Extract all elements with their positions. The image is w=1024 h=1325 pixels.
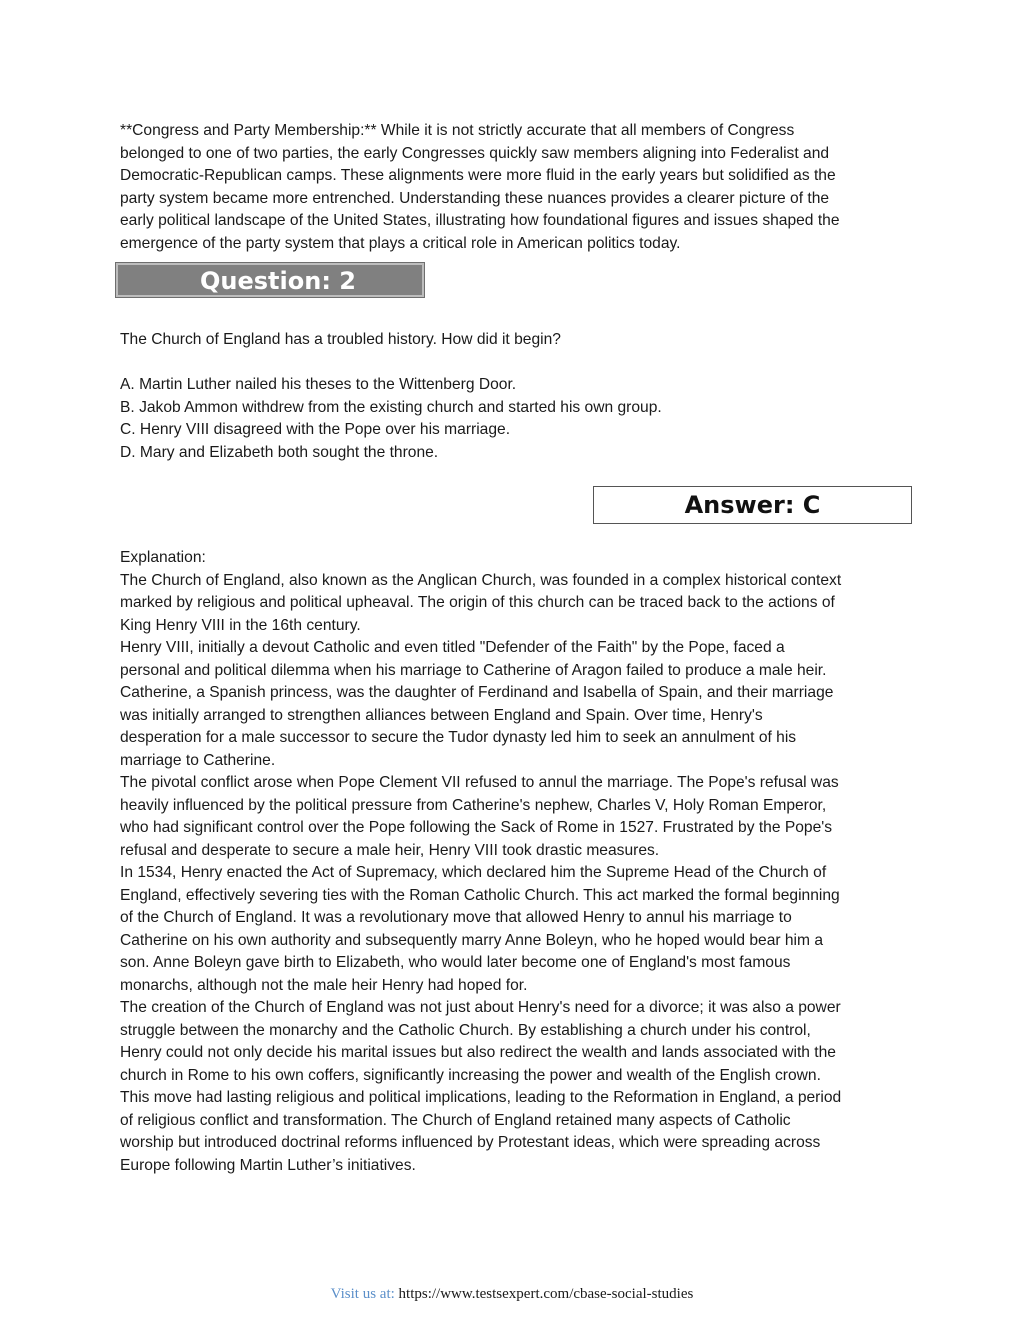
intro-line: belonged to one of two parties, the early Congresses quickly saw members aligning into Federalist and bbox=[120, 144, 830, 162]
intro-line: party system became more entrenched. Understanding these nuances provides a clearer picture of the bbox=[120, 189, 830, 207]
explanation-line: England, effectively severing ties with the Roman Catholic Church. This act marked the formal beginning bbox=[120, 886, 840, 904]
answer-options bbox=[120, 374, 910, 464]
explanation-line: of religious conflict and transformation. The Church of England retained many aspects of Catholic bbox=[120, 1111, 791, 1129]
question-heading: Question: 2 bbox=[200, 267, 356, 295]
explanation-line: Henry could not only decide his marital issues but also redirect the wealth and lands associated with the bbox=[120, 1044, 836, 1061]
explanation-line: worship but introduced doctrinal reforms influenced by Protestant ideas, which were spreading across bbox=[120, 1134, 821, 1151]
explanation-line: marriage to Catherine. bbox=[120, 751, 276, 769]
explanation-paragraph bbox=[120, 547, 910, 1177]
explanation-line: desperation for a male successor to secure the Tudor dynasty led him to seek an annulment of his bbox=[120, 729, 797, 746]
answer-label: Answer: C bbox=[684, 491, 821, 519]
option-c: C. Henry VIII disagreed with the Pope over his marriage. bbox=[120, 421, 511, 438]
footer-visit-label: Visit us at: bbox=[330, 1286, 395, 1302]
explanation-line: The pivotal conflict arose when Pope Clement VII refused to annul the marriage. The Pope's refusal was bbox=[120, 774, 839, 791]
explanation-line: The creation of the Church of England was not just about Henry's need for a divorce; it was also a power bbox=[120, 999, 841, 1016]
explanation-line: Catherine, a Spanish princess, was the daughter of Ferdinand and Isabella of Spain, and their marriage bbox=[120, 684, 834, 701]
intro-line: emergence of the party system that plays a critical role in American politics today. bbox=[120, 234, 681, 252]
explanation-line: was initially arranged to strengthen alliances between England and Spain. Over time, Henry's bbox=[120, 706, 763, 724]
explanation-line: church in Rome to his own coffers, significantly increasing the power and wealth of the English crown. bbox=[120, 1066, 821, 1084]
intro-line: **Congress and Party Membership:** While it is not strictly accurate that all members of Congress bbox=[120, 122, 795, 139]
question-text bbox=[120, 329, 910, 352]
explanation-line: King Henry VIII in the 16th century. bbox=[120, 616, 361, 634]
explanation-line: Europe following Martin Luther’s initiatives. bbox=[120, 1156, 416, 1174]
explanation-line: marked by religious and political upheaval. The origin of this church can be traced back to the actions of bbox=[120, 594, 835, 611]
explanation-line: The Church of England, also known as the Anglican Church, was founded in a complex historical context bbox=[120, 571, 842, 589]
explanation-line: This move had lasting religious and political implications, leading to the Reformation in England, a period bbox=[120, 1089, 842, 1106]
answer-box bbox=[593, 486, 912, 524]
footer-url-link[interactable]: https://www.testsexpert.com/cbase-social-studies bbox=[398, 1286, 694, 1302]
question-prompt: The Church of England has a troubled history. How did it begin? bbox=[120, 331, 561, 348]
explanation-line: Henry VIII, initially a devout Catholic and even titled "Defender of the Faith" by the Pope, faced a bbox=[120, 639, 785, 656]
explanation-line: refusal and desperate to secure a male heir, Henry VIII took drastic measures. bbox=[120, 841, 660, 859]
explanation-line: In 1534, Henry enacted the Act of Supremacy, which declared him the Supreme Head of the Church of bbox=[120, 864, 827, 881]
explanation-line: heavily influenced by the political pressure from Catherine's nephew, Charles V, Holy Roman Emperor, bbox=[120, 796, 827, 814]
explanation-line: son. Anne Boleyn gave birth to Elizabeth, who would later become one of England's most famous bbox=[120, 954, 791, 971]
explanation-line: Explanation: bbox=[120, 549, 206, 566]
option-a: A. Martin Luther nailed his theses to the Wittenberg Door. bbox=[120, 376, 517, 393]
explanation-line: Catherine on his own authority and subsequently marry Anne Boleyn, who he hoped would bear him a bbox=[120, 931, 824, 949]
explanation-line: of the Church of England. It was a revolutionary move that allowed Henry to annul his marriage to bbox=[120, 909, 792, 926]
page-footer bbox=[0, 1284, 1024, 1304]
option-b: B. Jakob Ammon withdrew from the existing church and started his own group. bbox=[120, 398, 662, 416]
intro-paragraph bbox=[120, 120, 910, 255]
explanation-line: personal and political dilemma when his marriage to Catherine of Aragon failed to produce a male heir. bbox=[120, 661, 827, 679]
intro-line: early political landscape of the United States, illustrating how foundational figures and issues shaped the bbox=[120, 212, 840, 229]
explanation-line: struggle between the monarchy and the Catholic Church. By establishing a church under his control, bbox=[120, 1021, 811, 1039]
explanation-line: monarchs, although not the male heir Henry had hoped for. bbox=[120, 976, 528, 994]
option-d: D. Mary and Elizabeth both sought the throne. bbox=[120, 443, 439, 461]
explanation-line: who had significant control over the Pope following the Sack of Rome in 1527. Frustrated by the Pope's bbox=[120, 819, 833, 836]
question-heading-banner bbox=[116, 263, 424, 297]
intro-line: Democratic-Republican camps. These alignments were more fluid in the early years but solidified as the bbox=[120, 167, 836, 184]
